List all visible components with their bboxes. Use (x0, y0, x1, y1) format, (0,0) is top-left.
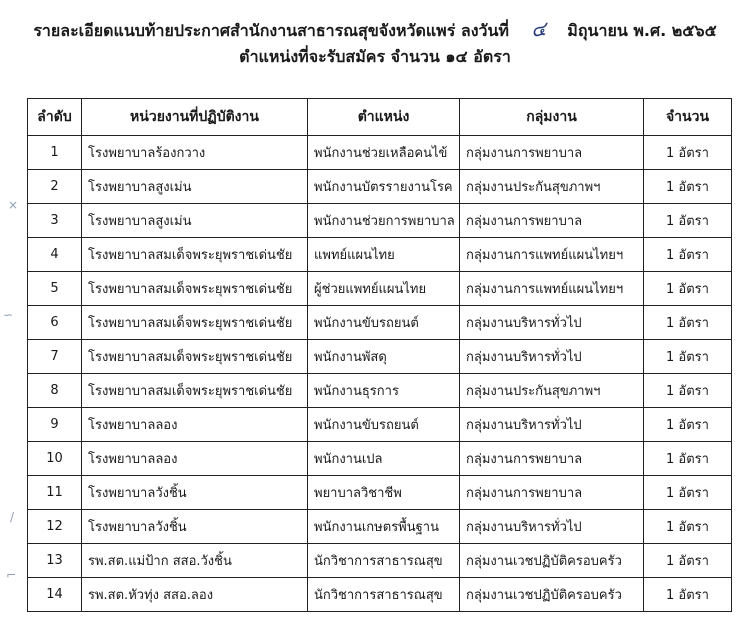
cell-group: กลุ่มงานการพยาบาล (460, 476, 644, 510)
cell-count: 1 อัตรา (644, 442, 732, 476)
cell-order: 11 (28, 476, 82, 510)
table-row (28, 340, 732, 374)
cell-position: พนักงานบัตรรายงานโรค (308, 170, 460, 204)
cell-unit: โรงพยาบาลวังชิ้น (82, 476, 308, 510)
cell-position: พนักงานเปล (308, 442, 460, 476)
cell-group: กลุ่มงานบริหารทั่วไป (460, 340, 644, 374)
table-row (28, 442, 732, 476)
cell-order: 2 (28, 170, 82, 204)
stray-mark: / (10, 510, 15, 524)
cell-order: 5 (28, 272, 82, 306)
cell-position: พนักงานขับรถยนต์ (308, 306, 460, 340)
stray-mark: ∽ (3, 308, 14, 322)
cell-unit: โรงพยาบาลวังชิ้น (82, 510, 308, 544)
cell-count: 1 อัตรา (644, 476, 732, 510)
cell-count: 1 อัตรา (644, 408, 732, 442)
cell-order: 6 (28, 306, 82, 340)
cell-count: 1 อัตรา (644, 510, 732, 544)
table-row (28, 204, 732, 238)
cell-count: 1 อัตรา (644, 374, 732, 408)
table-row (28, 408, 732, 442)
cell-order: 10 (28, 442, 82, 476)
cell-count: 1 อัตรา (644, 238, 732, 272)
cell-order: 4 (28, 238, 82, 272)
cell-group: กลุ่มงานการแพทย์แผนไทยฯ (460, 238, 644, 272)
cell-unit: โรงพยาบาลสูงเม่น (82, 170, 308, 204)
title-text-after-date: มิถุนายน พ.ศ. ๒๕๖๕ (567, 21, 717, 40)
table-row (28, 272, 732, 306)
cell-position: พนักงานช่วยการพยาบาล (308, 204, 460, 238)
table-row (28, 476, 732, 510)
cell-position: แพทย์แผนไทย (308, 238, 460, 272)
document-title (0, 18, 750, 42)
cell-order: 1 (28, 136, 82, 170)
table-row (28, 544, 732, 578)
header-group: กลุ่มงาน (460, 99, 644, 136)
cell-count: 1 อัตรา (644, 272, 732, 306)
header-order: ลำดับ (28, 99, 82, 136)
cell-position: ผู้ช่วยแพทย์แผนไทย (308, 272, 460, 306)
cell-count: 1 อัตรา (644, 578, 732, 612)
cell-group: กลุ่มงานประกันสุขภาพฯ (460, 170, 644, 204)
positions-table (27, 98, 732, 612)
cell-unit: โรงพยาบาลสมเด็จพระยุพราชเด่นชัย (82, 238, 308, 272)
cell-order: 14 (28, 578, 82, 612)
cell-unit: โรงพยาบาลสูงเม่น (82, 204, 308, 238)
cell-order: 8 (28, 374, 82, 408)
cell-unit: โรงพยาบาลลอง (82, 408, 308, 442)
header-count: จำนวน (644, 99, 732, 136)
cell-position: พนักงานพัสดุ (308, 340, 460, 374)
cell-unit: โรงพยาบาลสมเด็จพระยุพราชเด่นชัย (82, 306, 308, 340)
title-text-before-date: รายละเอียดแนบท้ายประกาศสำนักงานสาธารณสุขจังหวัดแพร่ ลงวันที่ (33, 21, 509, 40)
cell-count: 1 อัตรา (644, 136, 732, 170)
table-row (28, 374, 732, 408)
stray-mark: × (8, 198, 19, 212)
cell-unit: รพ.สต.แม่ป้าก สสอ.วังชิ้น (82, 544, 308, 578)
cell-group: กลุ่มงานบริหารทั่วไป (460, 306, 644, 340)
cell-count: 1 อัตรา (644, 340, 732, 374)
table-row (28, 170, 732, 204)
cell-position: นักวิชาการสาธารณสุข (308, 578, 460, 612)
cell-unit: โรงพยาบาลลอง (82, 442, 308, 476)
document-subtitle: ตำแหน่งที่จะรับสมัคร จำนวน ๑๔ อัตรา (239, 47, 511, 66)
cell-count: 1 อัตรา (644, 170, 732, 204)
cell-order: 12 (28, 510, 82, 544)
cell-count: 1 อัตรา (644, 306, 732, 340)
cell-group: กลุ่มงานการพยาบาล (460, 204, 644, 238)
cell-group: กลุ่มงานประกันสุขภาพฯ (460, 374, 644, 408)
cell-unit: โรงพยาบาลร้องกวาง (82, 136, 308, 170)
cell-group: กลุ่มงานบริหารทั่วไป (460, 510, 644, 544)
cell-position: พนักงานเกษตรพื้นฐาน (308, 510, 460, 544)
cell-group: กลุ่มงานเวชปฏิบัติครอบครัว (460, 578, 644, 612)
table-row (28, 238, 732, 272)
cell-position: พนักงานขับรถยนต์ (308, 408, 460, 442)
cell-order: 7 (28, 340, 82, 374)
cell-count: 1 อัตรา (644, 544, 732, 578)
cell-group: กลุ่มงานการพยาบาล (460, 442, 644, 476)
cell-group: กลุ่มงานบริหารทั่วไป (460, 408, 644, 442)
stray-mark: ⌐ (6, 568, 17, 582)
cell-order: 3 (28, 204, 82, 238)
cell-position: พนักงานธุรการ (308, 374, 460, 408)
table-row (28, 306, 732, 340)
table-row (28, 510, 732, 544)
cell-unit: โรงพยาบาลสมเด็จพระยุพราชเด่นชัย (82, 374, 308, 408)
cell-unit: โรงพยาบาลสมเด็จพระยุพราชเด่นชัย (82, 340, 308, 374)
table-header-row (28, 99, 732, 136)
cell-unit: รพ.สต.หัวทุ่ง สสอ.ลอง (82, 578, 308, 612)
cell-order: 13 (28, 544, 82, 578)
cell-unit: โรงพยาบาลสมเด็จพระยุพราชเด่นชัย (82, 272, 308, 306)
handwritten-day: ๔ (529, 16, 547, 42)
cell-position: พยาบาลวิชาชีพ (308, 476, 460, 510)
table-row (28, 136, 732, 170)
cell-group: กลุ่มงานการแพทย์แผนไทยฯ (460, 272, 644, 306)
cell-count: 1 อัตรา (644, 204, 732, 238)
cell-position: นักวิชาการสาธารณสุข (308, 544, 460, 578)
header-unit: หน่วยงานที่ปฏิบัติงาน (82, 99, 308, 136)
cell-position: พนักงานช่วยเหลือคนไข้ (308, 136, 460, 170)
table-row (28, 578, 732, 612)
cell-group: กลุ่มงานการพยาบาล (460, 136, 644, 170)
cell-group: กลุ่มงานเวชปฏิบัติครอบครัว (460, 544, 644, 578)
cell-order: 9 (28, 408, 82, 442)
header-position: ตำแหน่ง (308, 99, 460, 136)
